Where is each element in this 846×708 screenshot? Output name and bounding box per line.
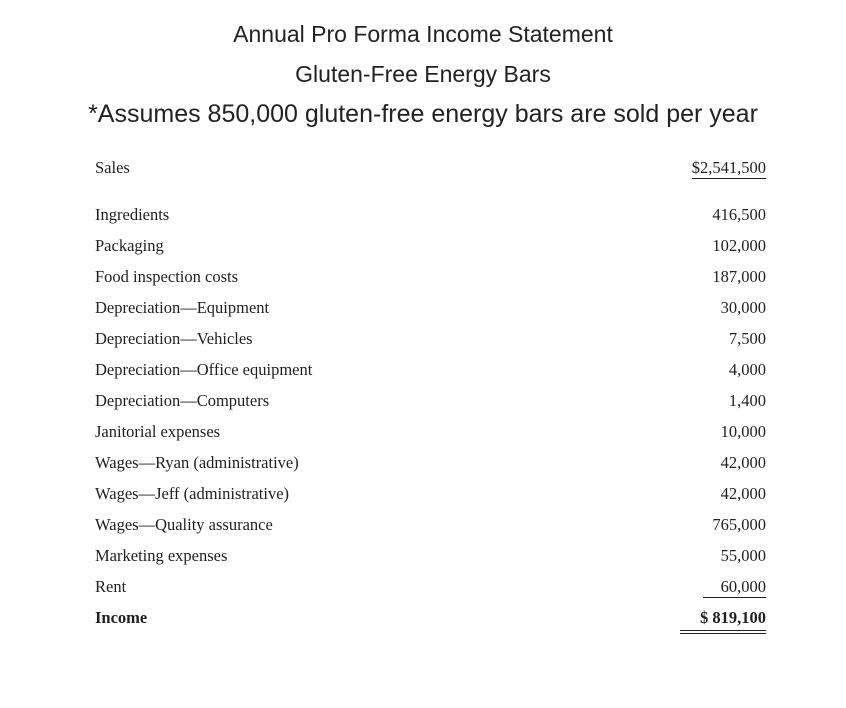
expense-amount: 765,000 — [712, 515, 766, 534]
expense-amount: 60,000 — [703, 577, 766, 598]
expense-row — [95, 540, 766, 571]
expense-row — [95, 292, 766, 323]
expense-row — [95, 478, 766, 509]
expense-label: Food inspection costs — [95, 267, 238, 286]
expense-amount: 1,400 — [728, 391, 766, 410]
expense-row — [95, 447, 766, 478]
expense-row — [95, 323, 766, 354]
expense-amount: 30,000 — [720, 298, 766, 317]
income-label: Income — [95, 608, 148, 627]
expense-label: Marketing expenses — [95, 546, 228, 565]
expense-label: Wages—Ryan (administrative) — [95, 453, 299, 472]
expense-label: Packaging — [95, 236, 164, 255]
expense-label: Wages—Jeff (administrative) — [95, 484, 290, 503]
expense-row — [95, 416, 766, 447]
expense-amount: 416,500 — [712, 205, 766, 224]
expense-amount: 10,000 — [720, 422, 766, 441]
sales-row — [95, 152, 766, 183]
expense-amount: 102,000 — [712, 236, 766, 255]
expense-row — [95, 509, 766, 540]
sales-amount: $2,541,500 — [691, 158, 766, 177]
expense-label: Depreciation—Office equipment — [95, 360, 313, 379]
expense-amount: 187,000 — [712, 267, 766, 286]
expense-amount: 42,000 — [720, 484, 766, 503]
income-statement-table — [95, 152, 766, 633]
expense-row — [95, 261, 766, 292]
expense-label: Wages—Quality assurance — [95, 515, 273, 534]
sales-label: Sales — [95, 158, 130, 177]
expense-amount: 55,000 — [720, 546, 766, 565]
expense-amount: 42,000 — [720, 453, 766, 472]
expense-label: Ingredients — [95, 205, 170, 224]
expense-amount: 7,500 — [728, 329, 766, 348]
expense-label: Rent — [95, 577, 127, 596]
page-subtitle: Gluten-Free Energy Bars — [295, 61, 551, 87]
expense-label: Janitorial expenses — [95, 422, 221, 441]
expense-label: Depreciation—Equipment — [95, 298, 270, 317]
expense-row — [95, 571, 766, 602]
page-title: Annual Pro Forma Income Statement — [233, 21, 613, 47]
expense-label: Depreciation—Vehicles — [95, 329, 253, 348]
assumption-note: *Assumes 850,000 gluten-free energy bars are sold per year — [88, 100, 758, 128]
income-amount: $ 819,100 — [680, 608, 766, 634]
expense-label: Depreciation—Computers — [95, 391, 270, 410]
expense-amount: 4,000 — [728, 360, 766, 379]
expense-row — [95, 199, 766, 230]
expense-row — [95, 385, 766, 416]
income-row — [95, 602, 766, 633]
expense-row — [95, 230, 766, 261]
expense-row — [95, 354, 766, 385]
